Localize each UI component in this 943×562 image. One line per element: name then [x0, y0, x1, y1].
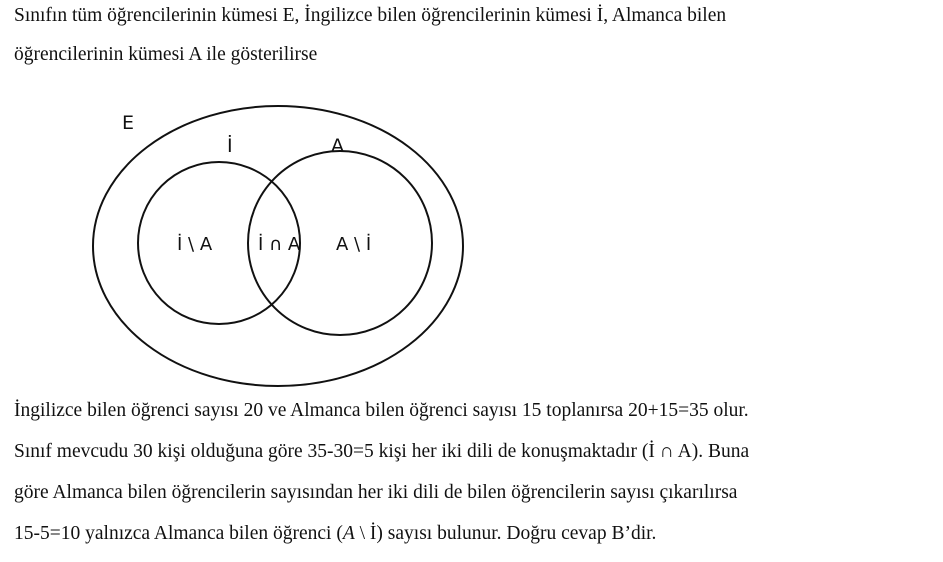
universe-label: E	[122, 112, 135, 134]
explanation-line-3: göre Almanca bilen öğrencilerin sayısından her iki dili de bilen öğrencilerin sayısı çıkarılırsa	[14, 482, 738, 503]
intro-line-1: Sınıfın tüm öğrencilerinin kümesi E, İngilizce bilen öğrencilerinin kümesi İ, Almanca bilen	[14, 5, 727, 26]
intro-line-2: öğrencilerinin kümesi A ile gösterilirse	[14, 44, 318, 65]
explanation-line-4	[14, 522, 656, 546]
explanation-line-4-end: \ İ) sayısı bulunur. Doğru cevap B’dir.	[354, 523, 657, 544]
set-a-symbol: A	[342, 523, 355, 544]
region-i-only-label: İ \ A	[177, 234, 213, 255]
explanation-line-2: Sınıf mevcudu 30 kişi olduğuna göre 35-30=5 kişi her iki dili de konuşmaktadır (İ ∩ A). Buna	[14, 441, 750, 462]
explanation-line-1: İngilizce bilen öğrenci sayısı 20 ve Almanca bilen öğrenci sayısı 15 toplanırsa 20+15=35 olur.	[14, 400, 749, 421]
region-a-only-label: A \ İ	[336, 234, 372, 255]
set-a-label: A	[331, 135, 344, 157]
region-intersection-label: İ ∩ A	[258, 234, 301, 255]
set-i-label: İ	[227, 135, 233, 157]
explanation-line-4-start: 15-5=10 yalnızca Almanca bilen öğrenci (	[14, 523, 343, 544]
